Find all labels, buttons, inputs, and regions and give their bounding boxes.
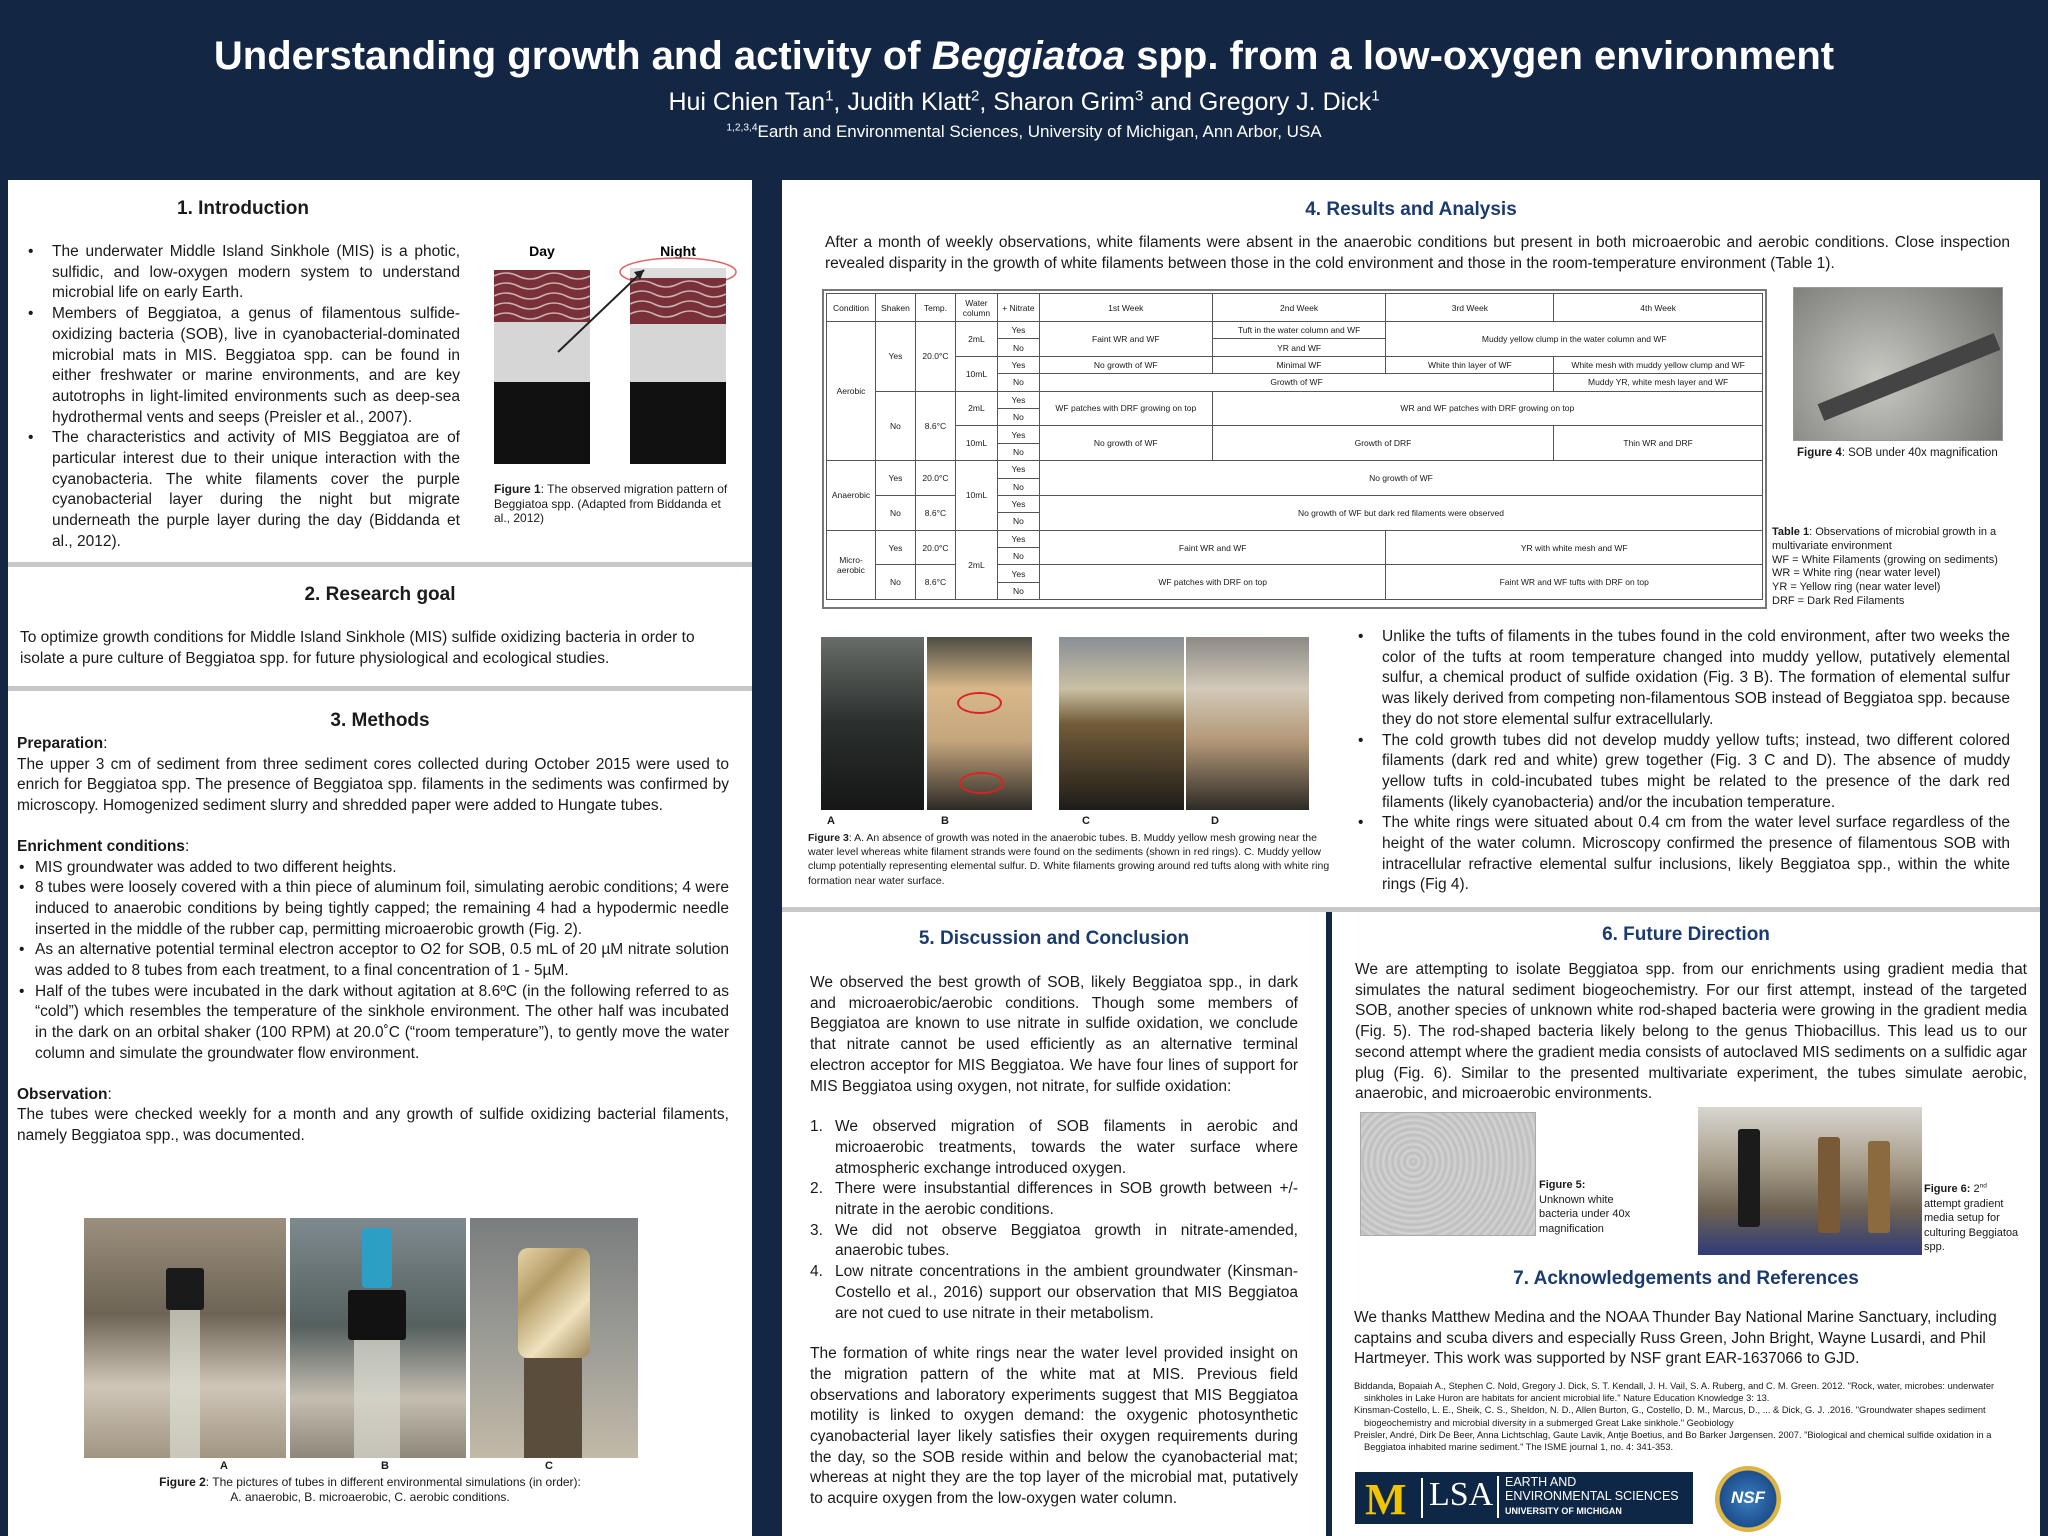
figure3-photo-b (927, 637, 1032, 810)
results-title: 4. Results and Analysis (1305, 199, 1517, 220)
table-cell: 10mL (955, 461, 997, 531)
reference: Biddanda, Bopaiah A., Stephen C. Nold, Gregory J. Dick, S. T. Kendall, J. H. Vail, S. A. Ruberg, and C. M. Green. 2012. "Rock, water, microbes: underwater sinkholes in Lake Huron are habitats for ancient microbial life." Nature Education Knowledge 3: 13. (1354, 1381, 1995, 1404)
poster-title: Understanding growth and activity of Beggiatoa spp. from a low-oxygen environment (213, 34, 1835, 78)
list-item: • The cold growth tubes did not develop muddy yellow tufts; instead, two different colored filaments (dark red and white) grew together (Fig. 3 C and D). The absence of muddy yellow tufts in cold-incubated tubes might be related to the presence of the dark red filaments (likely cyanobacteria) and/or the incubation temperature. (1350, 731, 2010, 814)
methods-body: Preparation: The upper 3 cm of sediment from three sediment cores collected during October 2015 were used to enrich for Beggiatoa spp. The presence of Beggiatoa spp. filaments in the sediments was confirmed by microscopy. Homogenized sediment slurry and shredded paper were added to Hungate tubes. Enrichment conditions: • MIS groundwater was added to two different heights. • 8 tubes were loosely covered with a thin piece of aluminum foil, simulating aerobic conditions; 4 were induced to anaerobic conditions by being tightly capped; the remaining 4 had a hypodermic needle inserted in the middle of the rubber cap, permitting microaerobic growth (Fig. 2). • As an alternative potential terminal electron acceptor to O2 for SOB, 0.5 mL of 20 µM nitrate solution was added to 8 tubes from each treatment, to a final concentration of 1 - 5µM. • Half of the tubes were incubated in the dark without agitation at 8.6ºC (in the following referred to as “cold”) which resembles the temperature of the sinkhole environment. The other half was incubated in the dark on an orbital shaker (100 RPM) at 20.0˚C (“room temperature”), to gently move the water column and simulate the groundwater flow environment. Observation: The tubes were checked weekly for a month and any growth of sulfide oxidizing bacterial filaments, namely Beggiatoa spp., was documented. (17, 734, 729, 1147)
list-item: • As an alternative potential terminal electron acceptor to O2 for SOB, 0.5 mL of 20 µM nitrate solution was added to 8 tubes from each treatment, to a final concentration of 1 - 5µM. (17, 940, 729, 981)
list-item: • Members of Beggiatoa, a genus of filamentous sulfide-oxidizing bacteria (SOB), live in cyanobacterial-dominated microbial mats in MIS. Beggiatoa spp. can be found in either freshwater or marine environments, and are key autotrophs in light-limited environments such as deep-sea hydrothermal vents and seeps (Preisler et al., 2007). (20, 304, 460, 428)
figure1-caption: Figure 1: The observed migration pattern of Beggiatoa spp. (Adapted from Biddanda et al., 2012) (494, 482, 728, 525)
table-cell: No (997, 548, 1039, 565)
future-title: 6. Future Direction (1602, 924, 1770, 945)
table-cell: No (875, 495, 915, 530)
preparation-text: The upper 3 cm of sediment from three sediment cores collected during October 2015 were used to enrich for Beggiatoa spp. The presence of Beggiatoa spp. filaments in the sediments was confirmed by microscopy. Homogenized sediment slurry and shredded paper were added to Hungate tubes. (17, 755, 729, 815)
discussion-paragraph: We observed the best growth of SOB, likely Beggiatoa spp., in dark and microaerobic/aerobic conditions. Though some members of Beggiatoa are known to use nitrate in sulfide oxidation, we conclude that nitrate cannot be used efficiently as an alternative terminal electron acceptor for MIS Beggiatoa. We have four lines of support for MIS Beggiatoa using oxygen, not nitrate, for sulfide oxidation: (810, 974, 1298, 1095)
table-cell: Yes (997, 391, 1039, 408)
intro-title: 1. Introduction (177, 198, 309, 219)
results-bullets (1350, 627, 2010, 896)
table-cell: WF patches with DRF growing on top (1039, 391, 1212, 426)
author: Sharon Grim (993, 88, 1135, 116)
list-item: 2. There were insubstantial differences in SOB growth between +/- nitrate in the aerobic conditions. (810, 1180, 1298, 1219)
table-cell: 2mL (955, 322, 997, 357)
table-cell: No (875, 565, 915, 600)
intro-bullets (20, 242, 460, 553)
figure5-caption: Figure 5: Unknown white bacteria under 40x magnification (1539, 1179, 1631, 1235)
goal-text: To optimize growth conditions for Middle Island Sinkhole (MIS) sulfide oxidizing bacteria in order to isolate a pure culture of Beggiatoa spp. for future physiological and ecological studies. (20, 629, 695, 667)
divider (8, 562, 752, 567)
list-item: • MIS groundwater was added to two different heights. (17, 858, 729, 879)
table-cell: Yes (997, 356, 1039, 373)
table-cell: YR with white mesh and WF (1386, 530, 1763, 565)
table-cell: Faint WR and WF (1039, 322, 1212, 357)
table-cell: Muddy yellow clump in the water column and WF (1386, 322, 1763, 357)
table-cell: No (997, 582, 1039, 599)
results-intro: After a month of weekly observations, white filaments were absent in the anaerobic conditions but present in both microaerobic and aerobic conditions. Close inspection revealed disparity in the growth of white filaments between those in the cold environment and those in the room-temperature environment (Table 1). (825, 234, 2010, 272)
table-cell: No (997, 374, 1039, 391)
reference: Preisler, André, Dirk De Beer, Anna Lichtschlag, Gaute Lavik, Antje Boetius, and Bo Barker Jørgensen. 2007. "Biological and chemical sulfide oxidation in a Beggiatoa inhabited marine sediment." The ISME journal 1, no. 4: 341-353. (1354, 1429, 1992, 1453)
figure3-label-c: C (1082, 815, 1090, 827)
figure3-label-b: B (941, 815, 949, 827)
table-cell: Growth of WF (1039, 374, 1553, 391)
frame-bar-middle-lower (752, 910, 782, 1536)
fig1-night-label: Night (660, 243, 696, 259)
figure3-label-a: A (827, 815, 835, 827)
legend-item: YR = Yellow ring (near water level) (1772, 581, 1941, 594)
frame-bar-right (2040, 180, 2048, 1536)
legend-item: WR = White ring (near water level) (1772, 567, 1941, 580)
figure3-label-d: D (1211, 815, 1219, 827)
table-header: 2nd Week (1212, 294, 1386, 322)
table-cell: 10mL (955, 426, 997, 461)
discussion-title: 5. Discussion and Conclusion (918, 928, 1190, 949)
table-cell: Yes (875, 322, 915, 392)
observation-text: The tubes were checked weekly for a month and any growth of sulfide oxidizing bacterial filaments, namely Beggiatoa spp., was documented. (17, 1106, 729, 1144)
observation-heading: Observation (17, 1085, 108, 1103)
table-cell: Micro-aerobic (827, 530, 876, 600)
night-column (620, 258, 736, 464)
figure5-micrograph (1360, 1112, 1536, 1236)
list-item: 4. Low nitrate concentrations in the ambient groundwater (Kinsman-Costello et al., 2016) support our observation that MIS Beggiatoa are not cued to use nitrate in their metabolism. (810, 1263, 1298, 1322)
discussion-paragraph: The formation of white rings near the water level provided insight on the migration pattern of the white mat at MIS. Previous field observations and laboratory experiments suggest that MIS Beggiatoa motility is linked to oxygen demand: the oxygenic photosynthetic cyanobacterial layer likely satisfies their oxygen requirements during the day, so the SOB reside within and below the cyanobacterial mat; whereas at night they are the top layer of the microbial mat, putatively to acquire oxygen from the low-oxygen water column. (810, 1345, 1298, 1508)
table-cell: Yes (997, 495, 1039, 512)
author: Gregory J. Dick (1198, 88, 1372, 116)
legend-item: WF = White Filaments (growing on sediments) (1772, 553, 1998, 566)
enrichment-heading: Enrichment conditions (17, 837, 185, 855)
authors: Hui Chien Tan$^1$, Judith Klatt$^2$, Sharon Grim$^3$ and Gregory J. Dick$^1$ (668, 87, 1380, 116)
table-header: Condition (827, 294, 876, 322)
table-cell: Faint WR and WF (1039, 530, 1386, 565)
table-cell: Faint WR and WF tufts with DRF on top (1386, 565, 1763, 600)
table-cell: No (997, 443, 1039, 460)
table-cell: Yes (997, 426, 1039, 443)
table-cell: Thin WR and DRF (1554, 426, 1763, 461)
table-header: Shaken (875, 294, 915, 322)
table-header: 4th Week (1554, 294, 1763, 322)
table-cell: Minimal WF (1212, 356, 1386, 373)
table-cell: Yes (997, 565, 1039, 582)
list-item: 1. We observed migration of SOB filaments in aerobic and microaerobic treatments, towards the water surface where atmospheric exchange introduced oxygen. (810, 1118, 1298, 1177)
ack-text: We thanks Matthew Medina and the NOAA Thunder Bay National Marine Sanctuary, including captains and scuba divers and especially Russ Green, John Bright, Wayne Lusardi, and Phil Hartmeyer. This work was supported by NSF grant EAR-1637066 to GJD. (1354, 1309, 1997, 1368)
future-text: We are attempting to isolate Beggiatoa spp. from our enrichments using gradient media that simulates the natural sediment biogeochemistry. For our first attempt, instead of the targeted SOB, another species of unknown white rod-shaped bacteria were growing in the gradient media (Fig. 5). The rod-shaped bacteria likely belong to the genus Thiobacillus. This lead us to our second attempt where the gradient media consists of autoclaved MIS sediments on a sulfidic agar plug (Fig. 6). Similar to the presented multivariate experiment, the tubes simulate aerobic, anaerobic, and microaerobic environments. (1355, 961, 2027, 1103)
frame-bar-middle (752, 180, 782, 910)
frame-bar-left (0, 180, 8, 1536)
table-cell: No (997, 339, 1039, 356)
table-cell: 20.0°C (915, 530, 955, 565)
figure4-caption: Figure 4: SOB under 40x magnification (1797, 447, 1998, 459)
table-cell: No growth of WF (1039, 356, 1212, 373)
table-header: Water column (955, 294, 997, 322)
table-cell: 20.0°C (915, 461, 955, 496)
table-cell: Yes (875, 461, 915, 496)
day-column (494, 270, 590, 464)
table-cell: Yes (997, 530, 1039, 547)
list-item: • 8 tubes were loosely covered with a thin piece of aluminum foil, simulating aerobic conditions; 4 were induced to anaerobic conditions by being tightly capped; the remaining 4 had a hypodermic needle inserted in the middle of the rubber cap, permitting microaerobic growth (Fig. 2). (17, 878, 729, 940)
table-cell: No growth of WF (1039, 426, 1212, 461)
author: Hui Chien Tan (668, 88, 826, 116)
discussion-body (810, 973, 1298, 1510)
table-cell: No (875, 391, 915, 461)
table-cell: Anaerobic (827, 461, 876, 531)
references (1354, 1380, 2032, 1453)
figure2-photo-b (290, 1218, 466, 1458)
figure2-label-b: B (381, 1460, 389, 1472)
figure2-label-a: A (220, 1460, 228, 1472)
affiliation: $^{1,2,3,4}$Earth and Environmental Sciences, University of Michigan, Ann Arbor, USA (726, 122, 1322, 141)
list-item: • Unlike the tufts of filaments in the tubes found in the cold environment, after two weeks the color of the tufts at room temperature changed into muddy yellow, putatively elemental sulfur, a chemical product of sulfide oxidation (Fig. 3 B). The formation of elemental sulfur was likely derived from competing non-filamentous SOB instead of Beggiatoa spp. because they do not store elemental sulfur extracellularly. (1350, 627, 2010, 731)
figure3-photo-d (1186, 637, 1309, 810)
table-cell: White mesh with muddy yellow clump and WF (1554, 356, 1763, 373)
table-cell: 2mL (955, 530, 997, 600)
table1-caption: Table 1: Observations of microbial growth in a multivariate environment WF = White Filaments (growing on sediments) WR = White ring (near water level) YR = Yellow ring (near water level) DRF = Dark Red Filaments (1772, 526, 2012, 609)
figure2-photo-c (470, 1218, 638, 1458)
figure3-photo-c (1059, 637, 1184, 810)
table-cell: No growth of WF but dark red filaments were observed (1039, 495, 1762, 530)
reference: Kinsman-Costello, L. E., Sheik, C. S., Sheldon, N. D., Allen Burton, G., Costello, D. M., Marcus, D., ... & Dick, G. J. .2016. "Groundwater shapes sediment biogeochemistry and microbial diversity in a submerged Great Lake sinkhole." Geobiology (1354, 1405, 1986, 1428)
table-cell: WF patches with DRF on top (1039, 565, 1386, 600)
table-header: + Nitrate (997, 294, 1039, 322)
table-cell: Tuft in the water column and WF (1212, 322, 1386, 339)
table-cell: YR and WF (1212, 339, 1386, 356)
figure2-label-c: C (545, 1460, 553, 1472)
table-cell: 20.0°C (915, 322, 955, 392)
list-item: • The characteristics and activity of MIS Beggiatoa are of particular interest due to their unique interaction with the cyanobacteria. The white filaments cover the purple cyanobacterial layer during the night but migrate underneath the purple layer during the day (Biddanda et al., 2012). (20, 428, 460, 552)
results-table (822, 289, 1767, 609)
table1 (826, 293, 1763, 600)
preparation-heading: Preparation (17, 735, 104, 752)
list-item: 3. We did not observe Beggiatoa growth in nitrate-amended, anaerobic tubes. (810, 1221, 1298, 1260)
legend-item: DRF = Dark Red Filaments (1772, 594, 1905, 607)
table-cell: 8.6°C (915, 495, 955, 530)
table-cell: White thin layer of WF (1386, 356, 1554, 373)
goal-title: 2. Research goal (304, 584, 456, 605)
table-cell: 8.6°C (915, 391, 955, 461)
figure4-micrograph (1793, 287, 2003, 441)
frame-bar-right-divider (1326, 910, 1332, 1536)
figure3-caption: Figure 3: A. An absence of growth was noted in the anaerobic tubes. B. Muddy yellow mesh growing near the water level whereas white filament strands were found on the sediments (shown in red rings). C. Muddy yellow clump potentially representing elemental sulfur. D. White filaments growing around red tufts along with white ring formation near water surface. (808, 832, 1330, 887)
figure2-photo-a (84, 1218, 286, 1458)
table-cell: No (997, 478, 1039, 495)
table-cell: No (997, 513, 1039, 530)
fig1-day-label: Day (529, 243, 555, 259)
table-cell: Muddy YR, white mesh layer and WF (1554, 374, 1763, 391)
ack-title: 7. Acknowledgements and References (1513, 1268, 1859, 1289)
table-header: 3rd Week (1386, 294, 1554, 322)
methods-title: 3. Methods (330, 710, 430, 731)
figure2-caption: Figure 2: The pictures of tubes in different environmental simulations (in order): A. anaerobic, B. microaerobic, C. aerobic conditions. (159, 1475, 581, 1504)
table-cell: 10mL (955, 356, 997, 391)
figure1-diagram (488, 240, 738, 470)
table-cell: Growth of DRF (1212, 426, 1554, 461)
table-cell: No growth of WF (1039, 461, 1762, 496)
table-cell: 2mL (955, 391, 997, 426)
nsf-logo: NSF (1715, 1466, 1781, 1532)
list-item: • The underwater Middle Island Sinkhole (MIS) is a photic, sulfidic, and low-oxygen modern system to understand microbial life on early Earth. (20, 242, 460, 304)
table-cell: No (997, 408, 1039, 425)
list-item: • The white rings were situated about 0.4 cm from the water level surface regardless of the height of the water column. Microscopy confirmed the presence of filamentous SOB with intracellular refractive elemental sulfur inclusions, likely Beggiatoa spp., within the white rings (Fig 4). (1350, 813, 2010, 896)
figure6-caption: Figure 6: 2nd attempt gradient media setup for culturing Beggiatoa spp. (1924, 1182, 2019, 1253)
figure6-photo (1698, 1107, 1922, 1255)
table-header: Temp. (915, 294, 955, 322)
table-cell: 8.6°C (915, 565, 955, 600)
divider (782, 907, 2040, 912)
table-cell: Yes (997, 461, 1039, 478)
author: Judith Klatt (847, 88, 971, 116)
table-header: 1st Week (1039, 294, 1212, 322)
list-item: • Half of the tubes were incubated in the dark without agitation at 8.6ºC (in the following referred to as “cold”) which resembles the temperature of the sinkhole environment. The other half was incubated in the dark on an orbital shaker (100 RPM) at 20.0˚C (“room temperature”), to gently move the water column and simulate the groundwater flow environment. (17, 982, 729, 1065)
figure3-photo-a (821, 637, 924, 810)
divider (8, 686, 752, 691)
umich-lsa-logo: M LSA EARTH AND ENVIRONMENTAL SCIENCES UNIVERSITY OF MICHIGAN (1355, 1472, 1693, 1524)
table-cell: Aerobic (827, 322, 876, 461)
table-cell: Yes (997, 322, 1039, 339)
table-cell: Yes (875, 530, 915, 565)
table-cell: WR and WF patches with DRF growing on top (1212, 391, 1762, 426)
